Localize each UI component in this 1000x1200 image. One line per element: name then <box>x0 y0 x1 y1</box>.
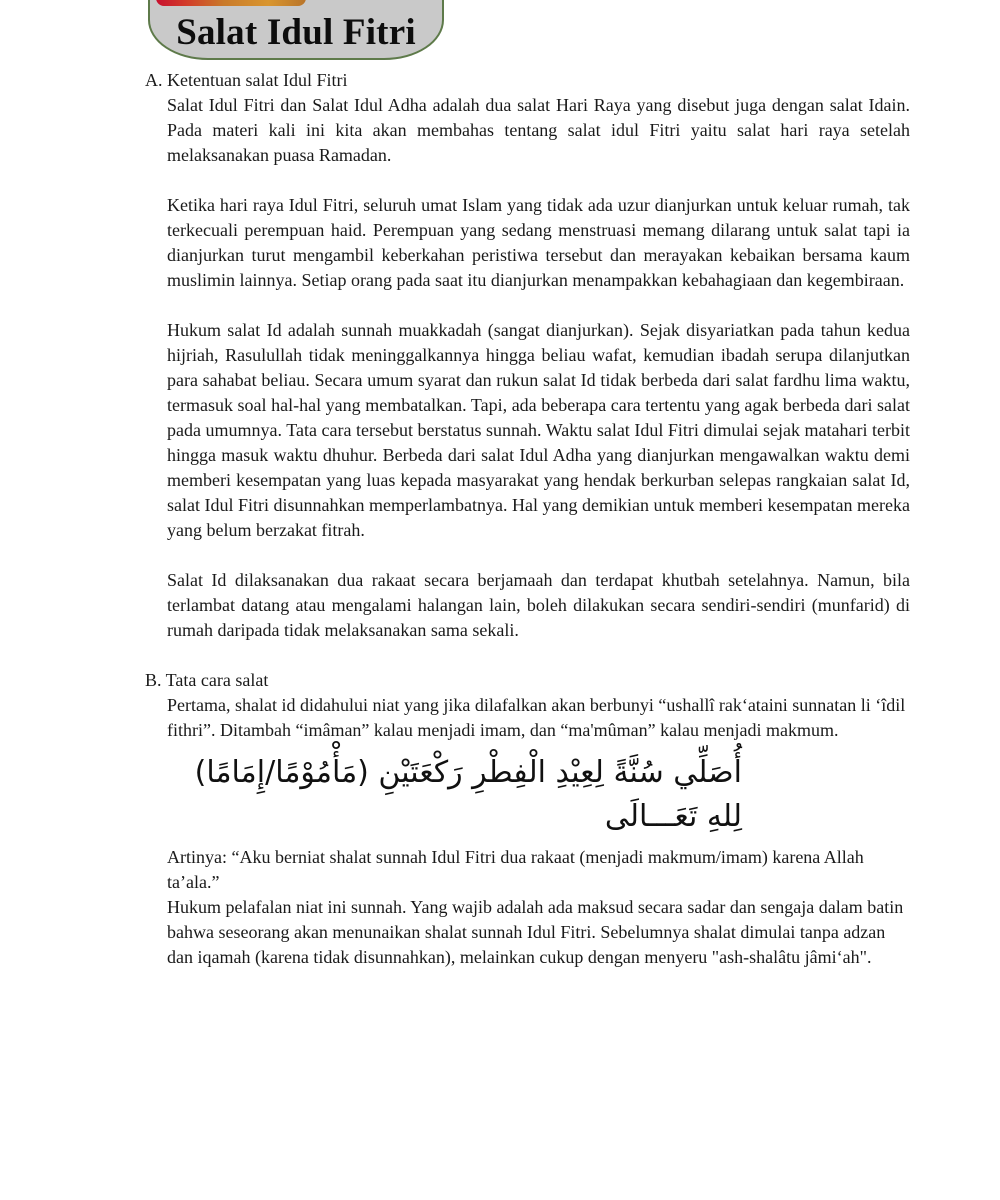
paragraph-gap <box>145 643 910 668</box>
title-banner <box>148 0 444 60</box>
paragraph-gap <box>145 293 910 318</box>
section-b-intro: Pertama, shalat id didahului niat yang jika dilafalkan akan berbunyi “ushallî rak‘ataini sunnatan li ‘îdil fithri”. Ditambah “imâman” kalau menjadi imam, dan “ma'mûman” kalau menjadi makmum. <box>167 695 906 740</box>
section-b-closing: Hukum pelafalan niat ini sunnah. Yang wajib adalah ada maksud secara sadar dan sengaja dalam batin bahwa seseorang akan menunaikan shalat sunnah Idul Fitri. Sebelumnya shalat dimulai tanpa adzan dan iqamah (karena tidak disunnahkan), melainkan cukup dengan menyeru "ash-shalâtu jâmi‘ah". <box>167 897 904 967</box>
section-a-heading: A. Ketentuan salat Idul Fitri <box>145 70 348 90</box>
paragraph-gap <box>145 543 910 568</box>
document-body <box>145 68 910 970</box>
section-a-paragraph-3: Hukum salat Id adalah sunnah muakkadah (sangat dianjurkan). Sejak disyariatkan pada tahun kedua hijriah, Rasulullah tidak meninggalkannya hingga beliau wafat, kemudian ibadah serupa dilanjutkan para sahabat beliau. Secara umum syarat dan rukun salat Id tidak berbeda dari salat fardhu lima waktu, termasuk soal hal-hal yang membatalkan. Tapi, ada beberapa cara tertentu yang agak berbeda dari salat pada umumnya. Tata cara tersebut berstatus sunnah. Waktu salat Idul Fitri dimulai sejak matahari terbit hingga masuk waktu dhuhur. Berbeda dari salat Idul Adha yang dianjurkan mengawalkan waktu demi memberi kesempatan yang luas kepada masyarakat yang hendak berkurban selepas rangkaian salat Id, salat Idul Fitri disunnahkan memperlambatnya. Hal yang demikian untuk memberi kesempatan mereka yang belum berzakat fitrah. <box>167 320 910 540</box>
paragraph-gap <box>145 168 910 193</box>
section-a-paragraph-1: Salat Idul Fitri dan Salat Idul Adha adalah dua salat Hari Raya yang disebut juga dengan salat Idain. Pada materi kali ini kita akan membahas tentang salat idul Fitri yaitu salat hari raya setelah melaksanakan puasa Ramadan. <box>167 95 910 165</box>
page-title: Salat Idul Fitri <box>176 11 416 53</box>
section-b-translation: Artinya: “Aku berniat shalat sunnah Idul Fitri dua rakaat (menjadi makmum/imam) karena Allah ta’ala.” <box>167 847 864 892</box>
section-b-heading: B. Tata cara salat <box>145 670 269 690</box>
section-a-paragraph-4: Salat Id dilaksanakan dua rakaat secara berjamaah dan terdapat khutbah setelahnya. Namun, bila terlambat datang atau mengalami halangan lain, boleh dilakukan secara sendiri-sendiri (munfarid) di rumah daripada tidak melaksanakan sama sekali. <box>167 570 910 640</box>
arabic-niat-text: أُصَلِّي سُنَّةً لِعِيْدِ الْفِطْرِ رَكْعَتَيْنِ (مَأْمُوْمًا/إِمَامًا) لِلهِ تَعَـــالَى <box>194 755 742 834</box>
section-a-paragraph-2: Ketika hari raya Idul Fitri, seluruh umat Islam yang tidak ada uzur dianjurkan untuk keluar rumah, tak terkecuali perempuan haid. Perempuan yang sedang menstruasi memang dilarang untuk salat tapi ia dianjurkan turut mengambil keberkahan peristiwa tersebut dan merayakan kebaikan bersama kaum muslimin lainnya. Setiap orang pada saat itu dianjurkan menampakkan kebahagiaan dan kegembiraan. <box>167 195 910 290</box>
